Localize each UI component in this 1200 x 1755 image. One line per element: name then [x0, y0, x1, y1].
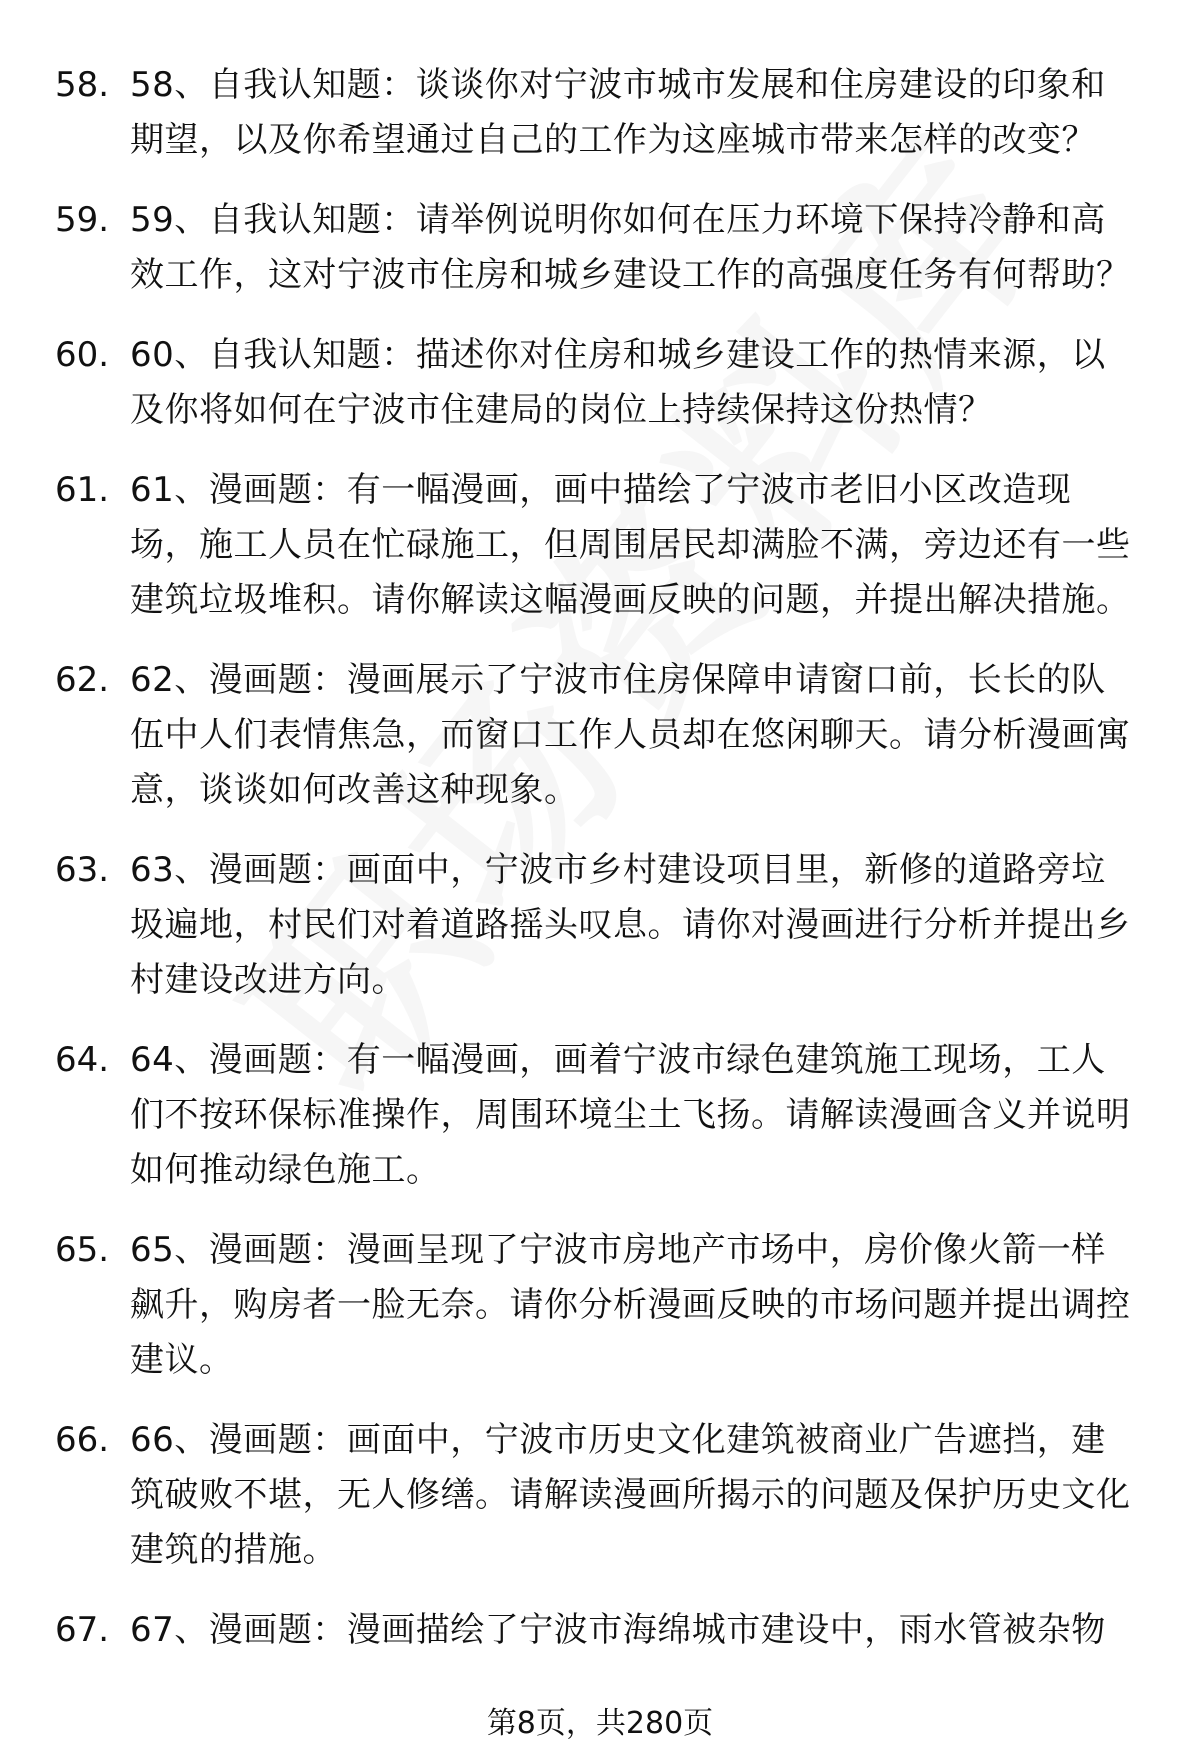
- question-number: 63.: [55, 850, 110, 890]
- list-item: [0, 58, 1200, 168]
- question-text: 62、漫画题：漫画展示了宁波市住房保障申请窗口前，长长的队伍中人们表情焦急，而窗口工作人员却在悠闲聊天。请分析漫画寓意，谈谈如何改善这种现象。: [130, 660, 1131, 810]
- question-number: 65.: [55, 1230, 110, 1270]
- list-item: [0, 1223, 1200, 1388]
- question-number: 61.: [55, 470, 110, 510]
- question-text: 59、自我认知题：请举例说明你如何在压力环境下保持冷静和高效工作，这对宁波市住房和城乡建设工作的高强度任务有何帮助？: [130, 200, 1131, 295]
- question-number: 66.: [55, 1420, 110, 1460]
- list-item: [0, 1413, 1200, 1578]
- question-text: 60、自我认知题：描述你对住房和城乡建设工作的热情来源，以及你将如何在宁波市住建局的岗位上持续保持这份热情？: [130, 335, 1106, 430]
- list-item: [0, 653, 1200, 818]
- question-text: 66、漫画题：画面中，宁波市历史文化建筑被商业广告遮挡，建筑破败不堪，无人修缮。请解读漫画所揭示的问题及保护历史文化建筑的措施。: [130, 1420, 1131, 1570]
- question-text: 64、漫画题：有一幅漫画，画着宁波市绿色建筑施工现场，工人们不按环保标准操作，周围环境尘土飞扬。请解读漫画含义并说明如何推动绿色施工。: [130, 1040, 1131, 1190]
- list-item: [0, 1603, 1200, 1658]
- question-text: 63、漫画题：画面中，宁波市乡村建设项目里，新修的道路旁垃圾遍地，村民们对着道路摇头叹息。请你对漫画进行分析并提出乡村建设改进方向。: [130, 850, 1131, 1000]
- list-item: [0, 1033, 1200, 1198]
- question-number: 58.: [55, 65, 110, 105]
- question-number: 67.: [55, 1610, 110, 1650]
- list-item: [0, 463, 1200, 628]
- question-text: 65、漫画题：漫画呈现了宁波市房地产市场中，房价像火箭一样飙升，购房者一脸无奈。请你分析漫画反映的市场问题并提出调控建议。: [130, 1230, 1131, 1380]
- question-number: 59.: [55, 200, 110, 240]
- question-number: 64.: [55, 1040, 110, 1080]
- list-item: [0, 843, 1200, 1008]
- question-text: 58、自我认知题：谈谈你对宁波市城市发展和住房建设的印象和期望，以及你希望通过自己的工作为这座城市带来怎样的改变？: [130, 65, 1106, 160]
- list-item: [0, 328, 1200, 438]
- question-text: 67、漫画题：漫画描绘了宁波市海绵城市建设中，雨水管被杂物: [130, 1610, 1106, 1650]
- question-text: 61、漫画题：有一幅漫画，画中描绘了宁波市老旧小区改造现场，施工人员在忙碌施工，但周围居民却满脸不满，旁边还有一些建筑垃圾堆积。请你解读这幅漫画反映的问题，并提出解决措施。: [130, 470, 1131, 620]
- page-footer: 第8页，共280页: [486, 1706, 714, 1741]
- question-list: [0, 58, 1200, 1683]
- question-number: 62.: [55, 660, 110, 700]
- question-number: 60.: [55, 335, 110, 375]
- list-item: [0, 193, 1200, 303]
